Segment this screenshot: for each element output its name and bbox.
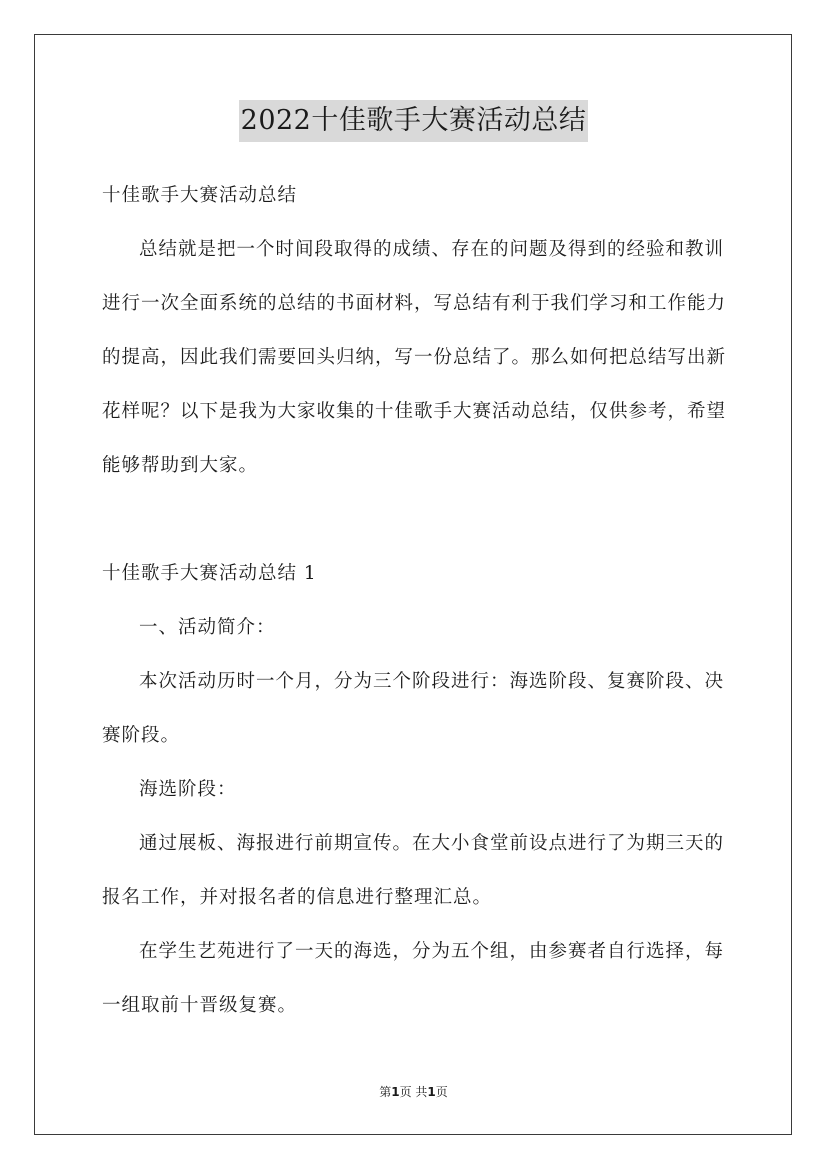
paragraph: 通过展板、海报进行前期宣传。在大小食堂前设点进行了为期三天的报名工作，并对报名者的信息进行整理汇总。 [102,833,725,908]
paragraph: 海选阶段： [139,779,237,800]
document-body [102,169,730,1033]
subtitle: 十佳歌手大赛活动总结 [102,185,298,206]
intro-paragraph: 总结就是把一个时间段取得的成绩、存在的问题及得到的经验和教训进行一次全面系统的总结的书面材料，写总结有利于我们学习和工作能力的提高，因此我们需要回头归纳，写一份总结了。那么如何把总结写出新花样呢？以下是我为大家收集的十佳歌手大赛活动总结，仅供参考，希望能够帮助到大家。 [102,239,727,476]
page-suffix: 页 [435,1085,448,1099]
page-total: 1 [427,1085,436,1099]
paragraph: 在学生艺苑进行了一天的海选，分为五个组，由参赛者自行选择，每一组取前十晋级复赛。 [102,941,725,1016]
page-current: 1 [391,1085,400,1099]
section-heading: 十佳歌手大赛活动总结 1 [102,563,317,584]
title-container [0,100,827,142]
page-prefix: 第 [379,1085,392,1099]
page-mid: 页 共 [399,1085,428,1099]
page-footer [0,1083,827,1100]
document-title: 2022十佳歌手大赛活动总结 [239,100,589,142]
paragraph: 一、活动简介： [139,617,276,638]
blank-line [102,493,730,547]
paragraph: 本次活动历时一个月，分为三个阶段进行：海选阶段、复赛阶段、决赛阶段。 [102,671,725,746]
